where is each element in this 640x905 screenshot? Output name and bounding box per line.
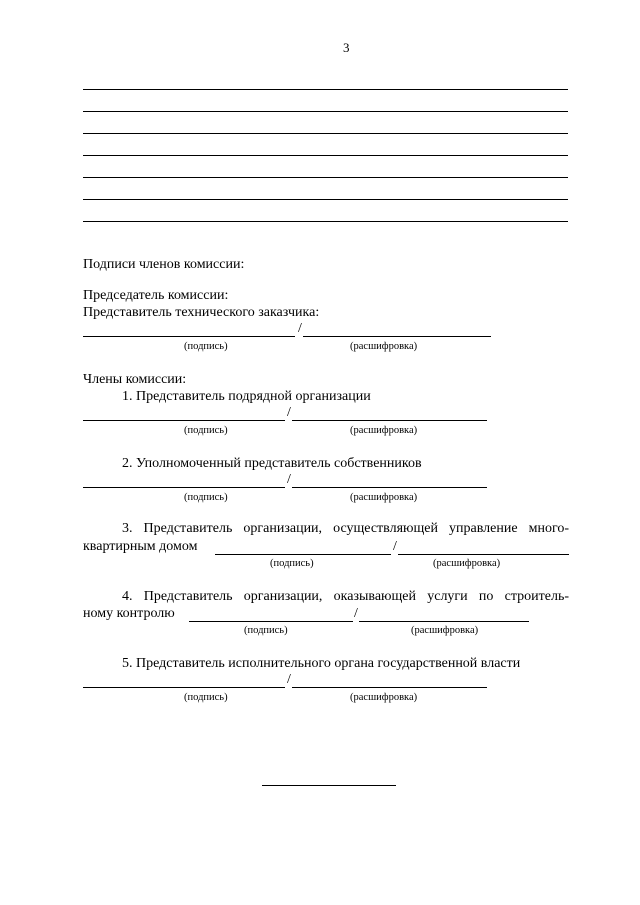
- decoding-caption: (расшифровка): [350, 492, 418, 503]
- decoding-caption: (расшифровка): [433, 558, 501, 569]
- member-3-title-line1: 3. Представитель организации, осуществляющей управление много-: [122, 521, 569, 536]
- slash: /: [287, 405, 291, 420]
- member-4-title-line1: 4. Представитель организации, оказывающей услуги по строитель-: [122, 589, 569, 604]
- decoding-caption: (расшифровка): [411, 625, 479, 636]
- page-number: 3: [343, 40, 350, 55]
- decoding-line: [303, 336, 491, 337]
- member-1-title: 1. Представитель подрядной организации: [122, 389, 371, 404]
- signature-caption: (подпись): [270, 558, 314, 569]
- decoding-caption: (расшифровка): [350, 425, 418, 436]
- member-5-title: 5. Представитель исполнительного органа государственной власти: [122, 656, 521, 671]
- slash: /: [298, 321, 302, 336]
- signature-line: [83, 336, 295, 337]
- slash: /: [287, 472, 291, 487]
- blank-line: [83, 221, 568, 222]
- blank-line: [83, 199, 568, 200]
- blank-line: [83, 177, 568, 178]
- tech-customer-label: Представитель технического заказчика:: [83, 305, 320, 320]
- slash: /: [287, 672, 291, 687]
- closing-rule: [262, 785, 396, 786]
- member-2-title: 2. Уполномоченный представитель собственников: [122, 456, 422, 471]
- signature-line: [215, 554, 391, 555]
- members-label: Члены комиссии:: [83, 372, 187, 387]
- signature-line: [189, 621, 353, 622]
- slash: /: [393, 539, 397, 554]
- blank-line: [83, 111, 568, 112]
- chairman-label: Председатель комиссии:: [83, 288, 229, 303]
- decoding-line: [292, 687, 487, 688]
- member-4-title-line2: ному контролю: [83, 606, 175, 621]
- signature-line: [83, 487, 285, 488]
- signature-caption: (подпись): [184, 492, 228, 503]
- member-3-title-line2: квартирным домом: [83, 539, 198, 554]
- signatures-heading: Подписи членов комиссии:: [83, 257, 245, 272]
- decoding-line: [359, 621, 529, 622]
- signature-line: [83, 420, 285, 421]
- decoding-line: [292, 420, 487, 421]
- signature-caption: (подпись): [184, 341, 228, 352]
- blank-line: [83, 133, 568, 134]
- blank-line: [83, 89, 568, 90]
- signature-line: [83, 687, 285, 688]
- decoding-caption: (расшифровка): [350, 692, 418, 703]
- decoding-line: [398, 554, 569, 555]
- slash: /: [354, 606, 358, 621]
- signature-caption: (подпись): [184, 692, 228, 703]
- signature-caption: (подпись): [184, 425, 228, 436]
- signature-caption: (подпись): [244, 625, 288, 636]
- decoding-caption: (расшифровка): [350, 341, 418, 352]
- decoding-line: [292, 487, 487, 488]
- blank-line: [83, 155, 568, 156]
